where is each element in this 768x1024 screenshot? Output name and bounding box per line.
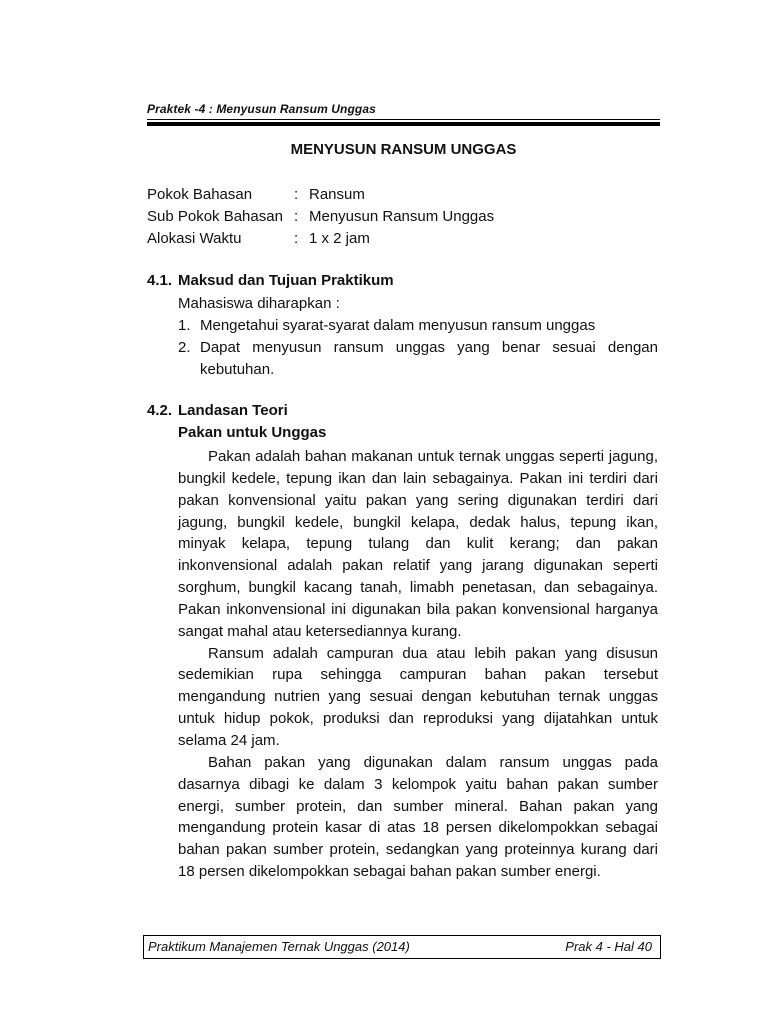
meta-colon: : bbox=[294, 186, 299, 203]
meta-row-alokasi-waktu bbox=[147, 228, 494, 250]
list-item bbox=[178, 315, 658, 337]
list-item-number: 1. bbox=[178, 317, 191, 334]
section-title: Maksud dan Tujuan Praktikum bbox=[178, 272, 394, 289]
page-title: MENYUSUN RANSUM UNGGAS bbox=[290, 141, 517, 158]
meta-colon: : bbox=[294, 208, 299, 225]
list-item bbox=[178, 337, 658, 381]
paragraph: Ransum adalah campuran dua atau lebih pakan yang disusun sedemikian rupa sehingga campuran bahan pakan tersebut mengandung nutrien yang sesuai dengan kebutuhan ternak unggas untuk hidup pokok, produksi dan reproduksi yang dijatahkan untuk selama 24 jam. bbox=[178, 644, 658, 749]
section-heading-4-2 bbox=[147, 402, 288, 419]
footer-page-number: Prak 4 - Hal 40 bbox=[565, 939, 652, 954]
meta-value: Menyusun Ransum Unggas bbox=[309, 208, 495, 225]
list-item-number: 2. bbox=[178, 339, 191, 356]
section-number: 4.1. bbox=[147, 272, 173, 289]
meta-value: 1 x 2 jam bbox=[309, 230, 370, 247]
meta-colon: : bbox=[294, 230, 299, 247]
section-heading-4-1 bbox=[147, 272, 394, 289]
meta-table bbox=[147, 184, 494, 250]
paragraph: Bahan pakan yang digunakan dalam ransum unggas pada dasarnya dibagi ke dalam 3 kelompok yaitu bahan pakan sumber energi, sumber protein, dan sumber mineral. Bahan pakan yang mengandung protein kasar di atas 18 persen dikelompokkan sebagai bahan pakan sumber protein, sedangkan yang proteinnya kurang dari 18 persen dikelompokkan sebagai bahan pakan sumber energi. bbox=[178, 753, 658, 881]
body-text bbox=[178, 446, 658, 883]
meta-label: Alokasi Waktu bbox=[147, 230, 242, 247]
header-rule-thick bbox=[147, 122, 660, 126]
list-item-text: Dapat menyusun ransum unggas yang benar sesuai dengan kebutuhan. bbox=[200, 339, 658, 378]
meta-row-sub-pokok-bahasan bbox=[147, 206, 494, 228]
paragraph: Pakan adalah bahan makanan untuk ternak unggas seperti jagung, bungkil kedele, tepung ikan dan lain sebagainya. Pakan ini terdiri dari pakan konvensional yaitu pakan yang sering digunakan terdiri dari jagung, bungkil kedele, bungkil kelapa, dedak halus, tepung ikan, minyak kelapa, tepung tulang dan kulit kerang; dan pakan inkonvensional adalah pakan relatif yang jarang digunakan seperti sorghum, bungkil kacang tanah, limabh penetasan, dan sebagainya. Pakan inkonvensional ini digunakan bila pakan konvensional harganya sangat mahal atau ketersediannya kurang. bbox=[178, 448, 658, 640]
footer-course-title: Praktikum Manajemen Ternak Unggas (2014) bbox=[148, 939, 410, 954]
section-intro: Mahasiswa diharapkan : bbox=[178, 295, 340, 312]
objectives-list bbox=[178, 315, 658, 381]
section-title: Landasan Teori bbox=[178, 402, 288, 419]
header-rule-thin bbox=[147, 119, 660, 120]
meta-label: Sub Pokok Bahasan bbox=[147, 208, 283, 225]
list-item-text: Mengetahui syarat-syarat dalam menyusun ransum unggas bbox=[200, 317, 596, 334]
meta-label: Pokok Bahasan bbox=[147, 186, 253, 203]
running-header: Praktek -4 : Menyusun Ransum Unggas bbox=[147, 102, 376, 116]
subsection-heading: Pakan untuk Unggas bbox=[178, 424, 327, 441]
meta-row-pokok-bahasan bbox=[147, 184, 494, 206]
page-footer bbox=[143, 935, 661, 959]
meta-value: Ransum bbox=[309, 186, 365, 203]
section-number: 4.2. bbox=[147, 402, 173, 419]
